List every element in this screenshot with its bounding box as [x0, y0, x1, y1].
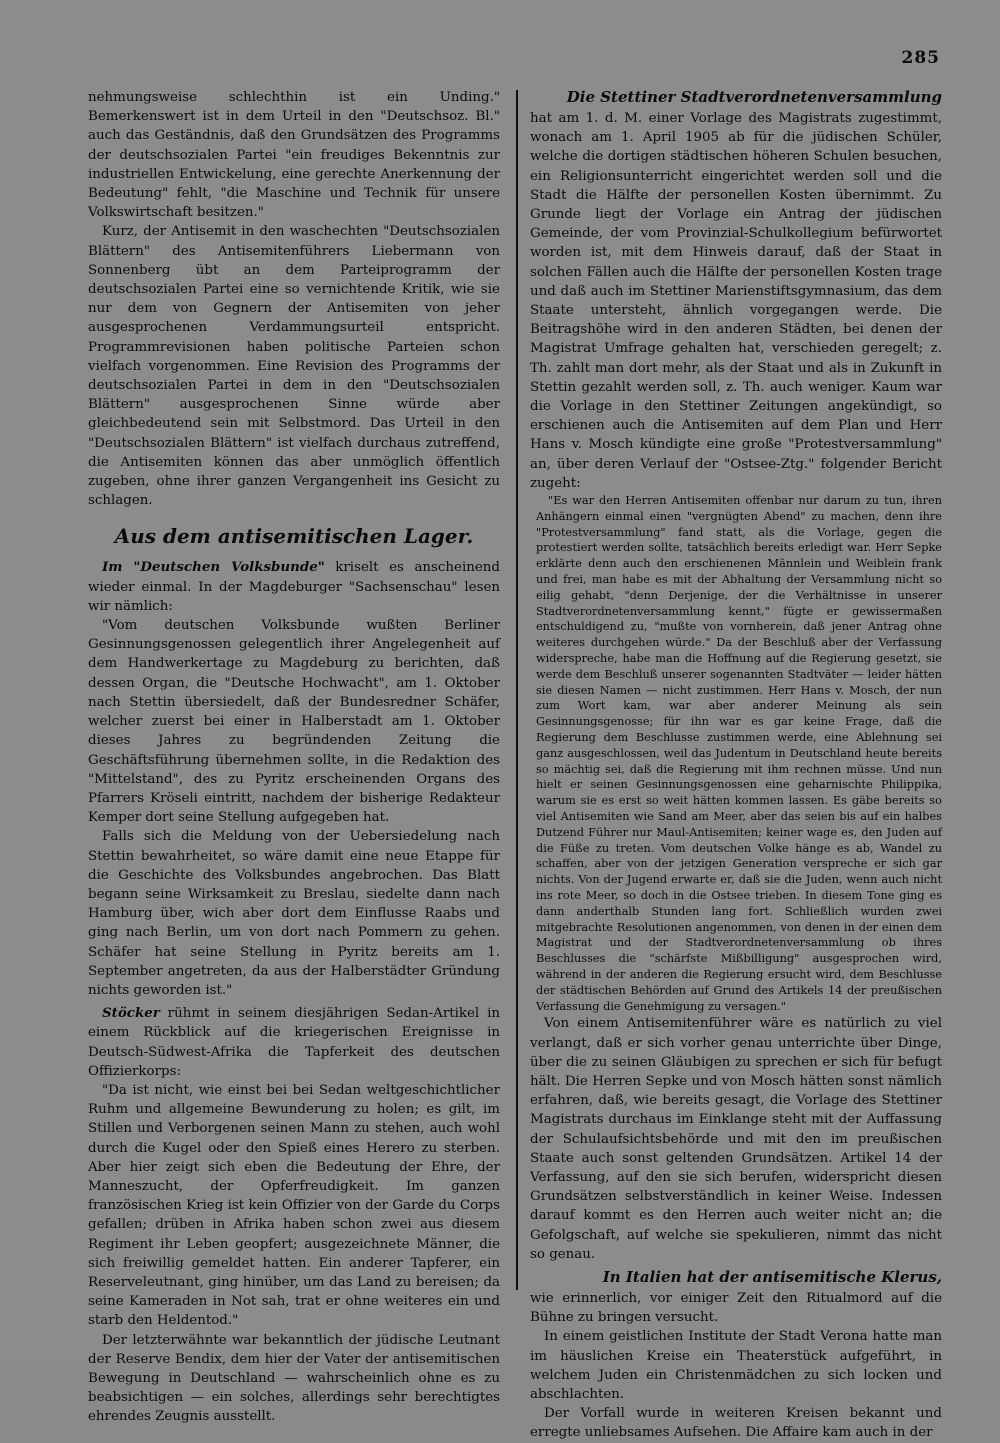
- italy-paragraph: Der Vorfall wurde in weiteren Kreisen bekannt und erregte unliebsames Aufsehen. Die Affaire kam auch in der: [530, 1406, 942, 1441]
- volksbund-quote: "Vom deutschen Volksbunde wußten Berliner Gesinnungsgenossen gelegentlich ihrer Angelegenheit auf dem Handwerkertage zu Magdeburg zu berichten, daß dessen Organ, die "Deutsche Hochwacht", am 1. Oktober nach Stettin übersiedelt, daß der Bundesredner Schäfer, welcher zuerst bei einer in Halberstadt am 1. Oktober dieses Jahres zu begründenden Zeitung die Geschäftsführung übernehmen sollte, in die Redaktion des "Mittelstand", des zu Pyritz erscheinenden Organs des Pfarrers Kröseli eintritt, nachdem der bisherige Redakteur Kemper dort seine Stellung aufgegeben hat.: [88, 618, 500, 826]
- italy-paragraph: wie erinnerlich, vor einiger Zeit den Ritualmord auf die Bühne zu bringen versucht.: [530, 1291, 942, 1326]
- stettin-headline: Die Stettiner Stadtverordnetenversammlung: [566, 88, 942, 106]
- volksbund-paragraph: [88, 558, 500, 616]
- paragraph: nehmungsweise schlechthin ist ein Unding." Bemerkenswert ist in dem Urteil in den "Deutschsoz. Bl." auch das Geständnis, daß den Grundsätzen des Programms der deutschsozialen Partei "ein freudiges Bekenntnis zur industriellen Entwickelung, eine gerechte Anerkennung der Bedeutung" fehlt, "die Maschine und Technik für unsere Volkswirtschaft besitzen.": [88, 90, 500, 221]
- section-title: Aus dem antisemitischen Lager.: [114, 524, 474, 549]
- volksbund-text: kriselt es anscheinend wieder einmal. In der Magdeburger "Sachsenschau" lesen wir nämlich:: [88, 560, 501, 614]
- volksbund-quote: Falls sich die Meldung von der Uebersiedelung nach Stettin bewahrheitet, so wäre damit eine neue Etappe für die Geschichte des Volksbundes angebrochen. Das Blatt begann seine Wirksamkeit zu Breslau, siedelte dann nach Hamburg über, wich aber dort dem Einflusse Raabs und ging nach Berlin, um von dort nach Pommern zu gehen. Schäfer hat seine Stellung in Pyritz bereits am 1. September angetreten, da aus der Halberstädter Gründung nichts geworden ist.": [88, 829, 500, 998]
- stoecker-paragraph: [88, 1004, 500, 1081]
- closing-paragraph: Der letzterwähnte war bekanntlich der jüdische Leutnant der Reserve Bendix, dem hier der Vater der antisemitischen Bewegung in Deutschland — wahrscheinlich ohne es zu beabsichtigen — ein solches, allerdings sehr berechtigtes ehrendes Zeugnis ausstellt.: [88, 1332, 500, 1425]
- paragraph: Kurz, der Antisemit in den waschechten "Deutschsozialen Blättern" des Antisemitenführers Liebermann von Sonnenberg übt an dem Parteiprogramm der deutschsozialen Partei eine so vernichtende Kritik, wie sie nur dem von Gegnern der Antisemiten von jeher ausgesprochenen Verdammungsurteil entspricht. Programmrevisionen haben politische Parteien schon vielfach vorgenommen. Eine Revision des Programms der deutschsozialen Partei in dem in den "Deutschsozialen Blättern" ausgesprochenen Sinne würde aber gleichbedeutend sein mit Selbstmord. Das Urteil in den "Deutschsozialen Blättern" ist vielfach durchaus zutreffend, die Antisemiten können das aber unmöglich öffentlich zugeben, ohne ihrer ganzen Vergangenheit ins Gesicht zu schlagen.: [88, 224, 500, 509]
- after-report-paragraph: Von einem Antisemitenführer wäre es natürlich zu viel verlangt, daß er sich vorher genau unterrichte über Dinge, über die zu seinen Gläubigen zu sprechen er sich für befugt hält. Die Herren Sepke und von Mosch hätten sonst nämlich erfahren, daß, wie bereits gesagt, die Vorlage des Stettiner Magistrats durchaus im Einklange steht mit der Auffassung der Schulaufsichtsbehörde und mit den im preußischen Staate auch sonst geltenden Grundsätzen. Artikel 14 der Verfassung, auf den sie sich berufen, widerspricht diesen Grundsätzen selbstverständlich in keiner Weise. Indessen darauf kommt es den Herren auch weiter nicht an; die Gefolgschaft, auf welche sie spekulieren, nimmt das nicht so genau.: [530, 1016, 942, 1262]
- stettin-paragraph: hat am 1. d. M. einer Vorlage des Magistrats zugestimmt, wonach am 1. April 1905 ab für die jüdischen Schüler, welche die dortigen städtischen höheren Schulen besuchen, ein Religionsunterricht eingerichtet werden soll und die Stadt die Hälfte der personellen Kosten übernimmt. Zu Grunde liegt der Vorlage ein Antrag der jüdischen Gemeinde, der vom Provinzial-Schulkollegium befürwortet worden ist, mit dem Hinweis darauf, daß der Staat in solchen Fällen auch die Hälfte der personellen Kosten trage und daß auch im Stettiner Marienstiftsgymnasium, das dem Staate untersteht, ähnlich vorgegangen werde. Die Beitragshöhe wird in den anderen Städten, bei denen der Magistrat Umfrage gehalten hat, verschieden geregelt; z. Th. zahlt man dort mehr, als der Staat und als in Zukunft in Stettin gezahlt werden soll, z. Th. auch weniger. Kaum war die Vorlage in den Stettiner Zeitungen angekündigt, so erschienen auch die Antisemiten auf dem Plan und Herr Hans v. Mosch kündigte eine große "Protestversammlung" an, über deren Verlauf der "Ostsee-Ztg." folgender Bericht zugeht:: [530, 111, 942, 491]
- left-column: [88, 88, 501, 1425]
- stoecker-quote: "Da ist nicht, wie einst bei bei Sedan weltgeschichtlicher Ruhm und allgemeine Bewunderung zu holen; es gilt, im Stillen und Verborgenen seinen Mann zu stehen, auch wohl durch die Kugel oder den Spieß eines Herero zu sterben. Aber hier zeigt sich eben die Bedeutung der Ehre, der Manneszucht, der Opferfreudigkeit. Im ganzen französischen Krieg ist kein Offizier von der Garde du Corps gefallen; drüben in Afrika haben schon zwei aus diesem Regiment ihr Leben geopfert; ausgezeichnete Männer, die sich freiwillig gemeldet hatten. Ein anderer Tapferer, ein Reserveleutnant, ging hinüber, um das Land zu bereisen; da seine Kameraden in Not sah, trat er ohne weiteres ein und starb den Heldentod.": [88, 1082, 500, 1329]
- volksbund-headline: Im "Deutschen Volksbunde": [102, 559, 325, 576]
- right-column: [530, 88, 942, 1441]
- column-divider: [516, 90, 518, 1290]
- page-number: 285: [901, 48, 940, 68]
- report-quote: "Es war den Herren Antisemiten offenbar nur darum zu tun, ihren Anhängern einmal einen "vergnügten Abend" zu machen, denn ihre "Protestversammlung" fand statt, als die Vorlage, gegen die protestiert werden sollte, tatsächlich bereits erledigt war. Herr Sepke erklärte denn auch den erschienenen Männlein und Weiblein frank und frei, man habe es mit der Abhaltung der Versammlung nicht so eilig gehabt, "denn Derjenige, der die Verhältnisse in unserer Stadtverordnetenversammlung kennt," fügte er gewissermaßen entschuldigend zu, "mußte von vornherein, daß jener Antrag ohne weiteres durchgehen würde." Da der Beschluß aber der Verfassung widerspreche, habe man die Hoffnung auf die Regierung gesetzt, sie werde dem Beschluß unserer sogenannten Stadtväter — leider hätten sie diesen Namen — nicht zustimmen. Herr Hans v. Mosch, der nun zum Wort kam, war aber anderer Meinung als sein Gesinnungsgenosse; für ihn war es gar keine Frage, daß die Regierung dem Beschlusse zustimmen werde, eine Ablehnung sei ganz ausgeschlossen, weil das Judentum in Deutschland heute bereits so mächtig sei, daß die Regierung mit ihm rechnen müsse. Und nun hielt er seinen Gesinnungsgenossen eine geharnischte Philippika, warum sie es erst so weit hätten kommen lassen. Es gäbe bereits so viel Antisemiten wie Sand am Meer, aber das seien bis auf ein halbes Dutzend Führer nur Maul-Antisemiten; keiner wage es, den Juden auf die Füße zu treten. Vom deutschen Volke hänge es ab, Wandel zu schaffen, aber von der jetzigen Generation verspreche er sich gar nichts. Von der Jugend erwarte er, daß sie die Juden, wenn auch nicht ins rote Meer, so doch in die Ostsee trieben. In diesem Tone ging es dann anderthalb Stunden lang fort. Schließlich wurden zwei mitgebrachte Resolutionen angenommen, von denen in der einen dem Magistrat und der Stadtverordnetenversammlung ob ihres Beschlusses die "schärfste Mißbilligung" ausgesprochen wird, während in der anderen die Regierung ersucht wird, dem Beschlusse der städtischen Behörden auf Grund des Artikels 14 der preußischen Verfassung die Genehmigung zu versagen.": [536, 494, 942, 1013]
- italy-headline: In Italien hat der antisemitische Klerus,: [602, 1268, 942, 1286]
- italy-paragraph: In einem geistlichen Institute der Stadt Verona hatte man im häuslichen Kreise ein Theaterstück aufgeführt, in welchem Juden ein Christenmädchen zu sich locken und abschlachten.: [530, 1329, 942, 1403]
- stoecker-text: rühmt in seinem diesjährigen Sedan-Artikel in einem Rückblick auf die kriegerischen Ereignisse in Deutsch-Südwest-Afrika die Tapferkeit des deutschen Offizierkorps:: [88, 1006, 500, 1079]
- stoecker-headline: Stöcker: [102, 1005, 160, 1022]
